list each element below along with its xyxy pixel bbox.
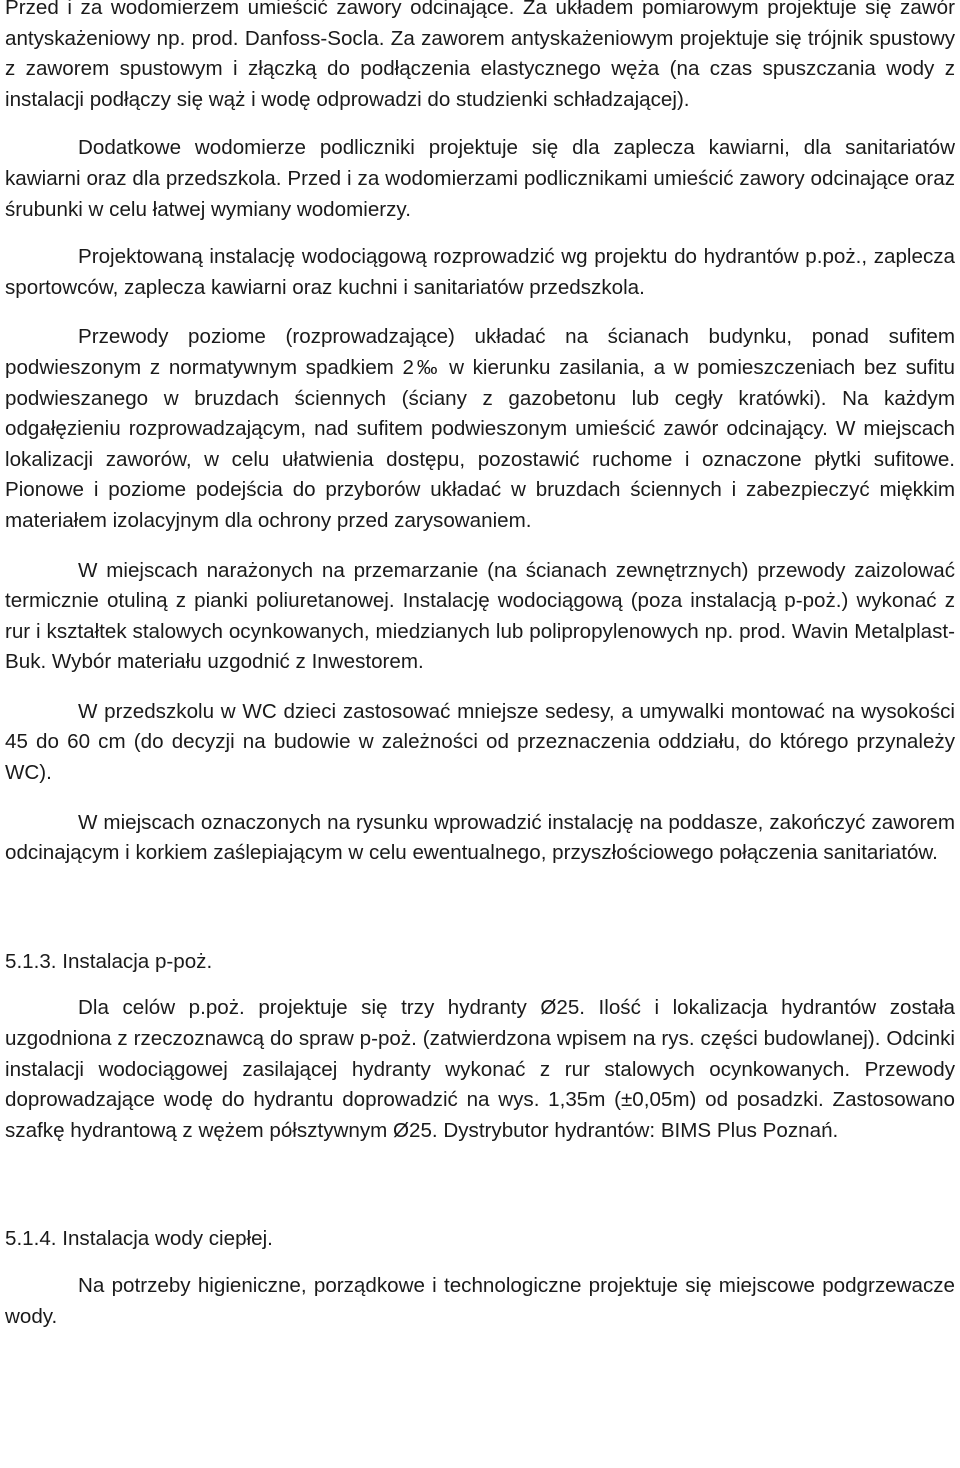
paragraph-sub-meters: Dodatkowe wodomierze podliczniki projektuje się dla zaplecza kawiarni, dla sanitariatów kawiarni oraz dla przedszkola. Przed i za wodomierzami podlicznikami umieścić zawory odcinające oraz śrubunki w celu łatwej wymiany wodomierzy.: [5, 136, 955, 221]
section-heading-hot-water: 5.1.4. Instalacja wody ciepłej.: [5, 1227, 273, 1251]
paragraph-hydrants: Dla celów p.poż. projektuje się trzy hydranty Ø25. Ilość i lokalizacja hydrantów została uzgodniona z rzeczoznawcą do spraw p-poż. (zatwierdzona wpisem na rys. części budowlanej). Odcinki instalacji wodociągowej zasilającej hydranty wykonać z rur stalowych ocynkowanych. Przewody doprowadzające wodę do hydrantu doprowadzić na wys. 1,35m (±0,05m) od posadzki. Zastosowano szafkę hydrantową z wężem półsztywnym Ø25. Dystrybutor hydrantów: BIMS Plus Poznań.: [5, 996, 955, 1142]
paragraph-attic-installation: W miejscach oznaczonych na rysunku wprowadzić instalację na poddasze, zakończyć zaworem odcinającym i korkiem zaślepiającym w celu ewentualnego, przyszłościowego połączenia sanitariatów.: [5, 810, 955, 865]
paragraph-horizontal-pipes: Przewody poziome (rozprowadzające) układać na ścianach budynku, ponad sufitem podwieszonym z normatywnym spadkiem 2‰ w kierunku zasilania, a w pomieszczeniach bez sufitu podwieszanego w bruzdach ściennych (ściany z gazobetonu lub cegły kratówki). Na każdym odgałęzieniu rozprowadzającym, nad sufitem podwieszonym umieścić zawór odcinający. W miejscach lokalizacji zaworów, w celu ułatwienia dostępu, pozostawić ruchome i oznaczone płytki sufitowe. Pionowe i poziome podejścia do przyborów układać w bruzdach ściennych i zabezpieczyć miękkim materiałem izolacyjnym dla ochrony przed zarysowaniem.: [5, 325, 955, 532]
section-heading-fire-installation: 5.1.3. Instalacja p-poż.: [5, 949, 213, 973]
paragraph-frost-protection: W miejscach narażonych na przemarzanie (na ścianach zewnętrznych) przewody zaizolować termicznie otuliną z pianki poliuretanowej. Instalację wodociągową (poza instalacją p-poż.) wykonać z rur i kształtek stalowych ocynkowanych, miedzianych lub polipropylenowych np. prod. Wavin Metalplast-Buk. Wybór materiału uzgodnić z Inwestorem.: [5, 558, 955, 674]
paragraph-water-heaters: Na potrzeby higieniczne, porządkowe i technologiczne projektuje się miejscowe podgrzewacze wody.: [5, 1274, 955, 1328]
paragraph-water-meter-valves: Przed i za wodomierzem umieścić zawory odcinające. Za układem pomiarowym projektuje się zawór antyskażeniowy np. prod. Danfoss-Socla. Za zaworem antyskażeniowym projektuje się trójnik spustowy z zaworem spustowym i złączką do podłączenia elastycznego węża (na czas spuszczania wody z instalacji podłączy się wąż i wodę odprowadzi do studzienki schładzającej).: [5, 0, 955, 111]
paragraph-kindergarten-wc: W przedszkolu w WC dzieci zastosować mniejsze sedesy, a umywalki montować na wysokości 45 do 60 cm (do decyzji na budowie w zależności od przeznaczenia oddziału, do którego przynależy WC).: [5, 699, 955, 785]
paragraph-distribution: Projektowaną instalację wodociągową rozprowadzić wg projektu do hydrantów p.poż., zaplecza sportowców, zaplecza kawiarni oraz kuchni i sanitariatów przedszkola.: [5, 245, 955, 299]
document-page: [5, 0, 955, 1332]
